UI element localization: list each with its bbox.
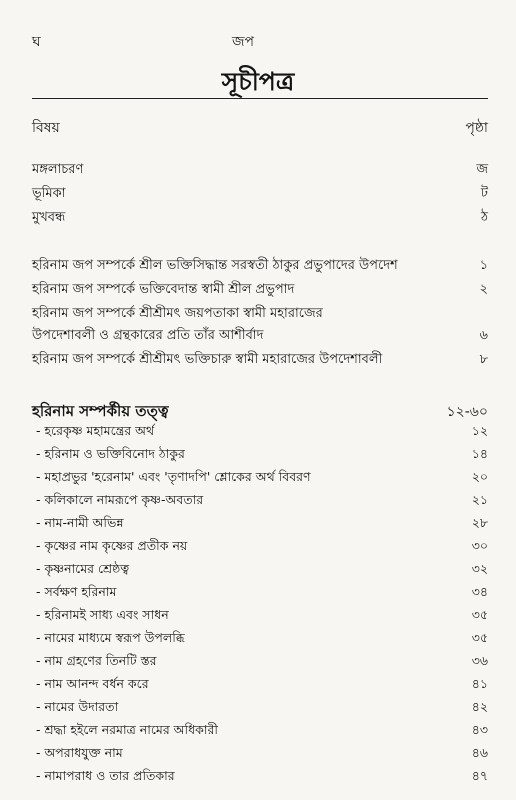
toc-entry [32,350,488,372]
subentry-page: ৩৬ [471,653,488,668]
subentry-label: - হরিনামই সাধ্য এবং সাধন [36,607,169,622]
section-page-range: ১২-৬০ [446,404,488,420]
subentry-label: - কৃষ্ণের নাম কৃষ্ণের প্রতীক নয় [36,538,188,553]
subentry-page: ২১ [471,492,488,507]
subentry-page: ৪৭ [471,768,488,783]
toc-entry [32,256,488,278]
subentry-page: ৩৪ [471,584,488,599]
entry-label: মঙ্গলাচরণ [32,162,84,177]
entry-label: হরিনাম জপ সম্পর্কে শ্রীশ্রীমৎ জয়পতাকা স্বামী মহারাজের [32,306,323,321]
section-label: হরিনাম সম্পর্কীয় তত্ত্ব [32,402,169,420]
subentry-label: - নামের উদারতা [36,699,119,714]
subentry-page: ৪২ [471,699,488,714]
toc-subentry [32,630,488,652]
toc-subentry [32,469,488,491]
toc-subentry [32,722,488,744]
toc-subentry [32,607,488,629]
toc-subentry [32,584,488,606]
toc-subentry [32,676,488,698]
subentry-page: ২৮ [471,515,488,530]
subentry-label: - নাম-নামী অভিন্ন [36,515,124,530]
subentry-page: ১২ [471,423,488,438]
toc-subentry [32,699,488,721]
subentry-label: - নামাপরাধ ও তার প্রতিকার [36,768,175,783]
entry-page: ৮ [479,352,488,367]
toc-entry [32,304,488,326]
subentry-label: - কৃষ্ণনামের শ্রেষ্ঠত্ব [36,561,130,576]
page-column-header: পৃষ্ঠা [465,120,488,136]
entry-label: মুখবন্ধ [32,210,66,225]
toc-subentry [32,492,488,514]
subentry-label: - অপরাধযুক্ত নাম [36,745,123,760]
page-number-mark: ঘ [32,34,41,50]
subentry-label: - মহাপ্রভুর 'হরেনাম' এবং 'তৃণাদপি' শ্লোকের অর্থ বিবরণ [36,469,311,484]
subentry-page: ৩৫ [471,630,488,645]
entry-page: ২ [479,282,488,297]
subentry-page: ৪৬ [471,745,488,760]
toc-subentry [32,768,488,790]
subentry-label: - নাম গ্রহণের তিনটি স্তর [36,653,157,668]
subentry-label: - নাম আনন্দ বর্ধন করে [36,676,149,691]
title-rule [32,98,488,99]
entry-label: ভূমিকা [32,186,66,201]
entry-label: হরিনাম জপ সম্পর্কে শ্রীশ্রীমৎ ভক্তিচারু স্বামী মহারাজের উপদেশাবলী [32,352,383,367]
section-heading [32,400,488,422]
toc-subentry [32,745,488,767]
toc-subentry [32,561,488,583]
subentry-label: - নামের মাধ্যমে স্বরূপ উপলব্ধি [36,630,185,645]
toc-entry [32,184,488,206]
subentry-page: ৩৫ [471,607,488,622]
subentry-page: ৩২ [471,561,488,576]
toc-entry [32,160,488,182]
subentry-page: ৪৩ [471,722,488,737]
subentry-label: - হরিনাম ও ভক্তিবিনোদ ঠাকুর [36,446,185,461]
entry-page: ৬ [479,328,488,343]
subject-column-header: বিষয় [32,120,60,136]
toc-subentry [32,515,488,537]
subentry-label: - কলিকালে নামরূপে কৃষ্ণ-অবতার [36,492,204,507]
subentry-page: ৪১ [471,676,488,691]
entry-page: ট [480,186,488,201]
subentry-page: ২০ [471,469,488,484]
subentry-page: ১৪ [471,446,488,461]
subentry-label: - শ্রদ্ধা হইলে নরমাত্র নামের অধিকারী [36,722,218,737]
running-title: জপ [232,34,255,50]
entry-page: জ [476,162,488,177]
page-title: সূচীপত্র [221,67,295,96]
toc-entry [32,326,488,348]
column-headers [32,116,488,138]
entry-page: ঠ [481,210,488,225]
toc-subentry [32,653,488,675]
toc-subentry [32,538,488,560]
entry-label: উপদেশাবলী ও গ্রন্থকারের প্রতি তাঁর আশীর্বাদ [32,328,264,343]
toc-entry [32,208,488,230]
subentry-label: - হরেকৃষ্ণ মহামন্ত্রের অর্থ [36,423,155,438]
subentry-label: - সর্বক্ষণ হরিনাম [36,584,117,599]
toc-subentry [32,423,488,445]
entry-page: ১ [479,258,488,273]
subentry-page: ৩০ [471,538,488,553]
entry-label: হরিনাম জপ সম্পর্কে ভক্তিবেদান্ত স্বামী শ্রীল প্রভুপাদ [32,282,295,297]
toc-entry [32,280,488,302]
entry-label: হরিনাম জপ সম্পর্কে শ্রীল ভক্তিসিদ্ধান্ত সরস্বতী ঠাকুর প্রভুপাদের উপদেশ [32,258,398,273]
toc-subentry [32,446,488,468]
